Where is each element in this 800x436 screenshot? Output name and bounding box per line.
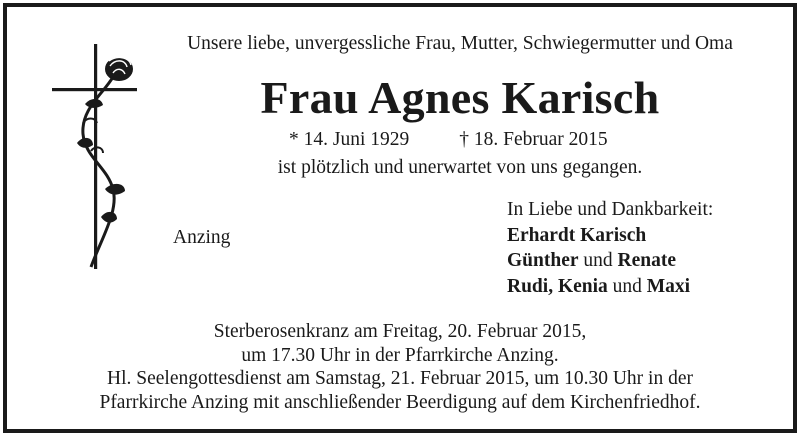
service-line: Hl. Seelengottesdienst am Samstag, 21. Februar 2015, um 10.30 Uhr in der — [107, 368, 693, 389]
conjunction: und — [583, 250, 613, 271]
service-line: um 17.30 Uhr in der Pfarrkirche Anzing. — [241, 344, 559, 366]
service-details — [7, 320, 793, 414]
obituary-notice — [3, 3, 797, 433]
place-name: Anzing — [173, 227, 231, 248]
death-date: † 18. Februar 2015 — [459, 129, 608, 150]
mourner-line — [507, 248, 713, 274]
mourner-name: Renate — [617, 250, 676, 271]
mourner-name: Günther — [507, 250, 579, 271]
mourner-name: Rudi, Kenia — [507, 275, 608, 297]
mourner-name: Maxi — [646, 275, 691, 297]
service-line: Sterberosenkranz am Freitag, 20. Februar 2015, — [213, 321, 587, 342]
service-line: Pfarrkirche Anzing mit anschließender Beerdigung auf dem Kirchenfriedhof. — [99, 391, 701, 413]
life-dates — [289, 129, 608, 151]
birth-date: * 14. Juni 1929 — [289, 129, 410, 150]
mourners-block — [507, 197, 713, 299]
mourner-line — [507, 223, 713, 249]
intro-line: Unsere liebe, unvergessliche Frau, Mutter, Schwiegermutter und Oma — [187, 33, 733, 54]
passing-statement: ist plötzlich und unerwartet von uns gegangen. — [277, 157, 643, 178]
mourner-name: Erhardt Karisch — [507, 224, 647, 246]
conjunction: und — [612, 275, 642, 297]
deceased-name: Frau Agnes Karisch — [260, 72, 660, 123]
mourners-heading: In Liebe und Dankbarkeit: — [507, 199, 714, 220]
mourner-line — [507, 274, 713, 300]
